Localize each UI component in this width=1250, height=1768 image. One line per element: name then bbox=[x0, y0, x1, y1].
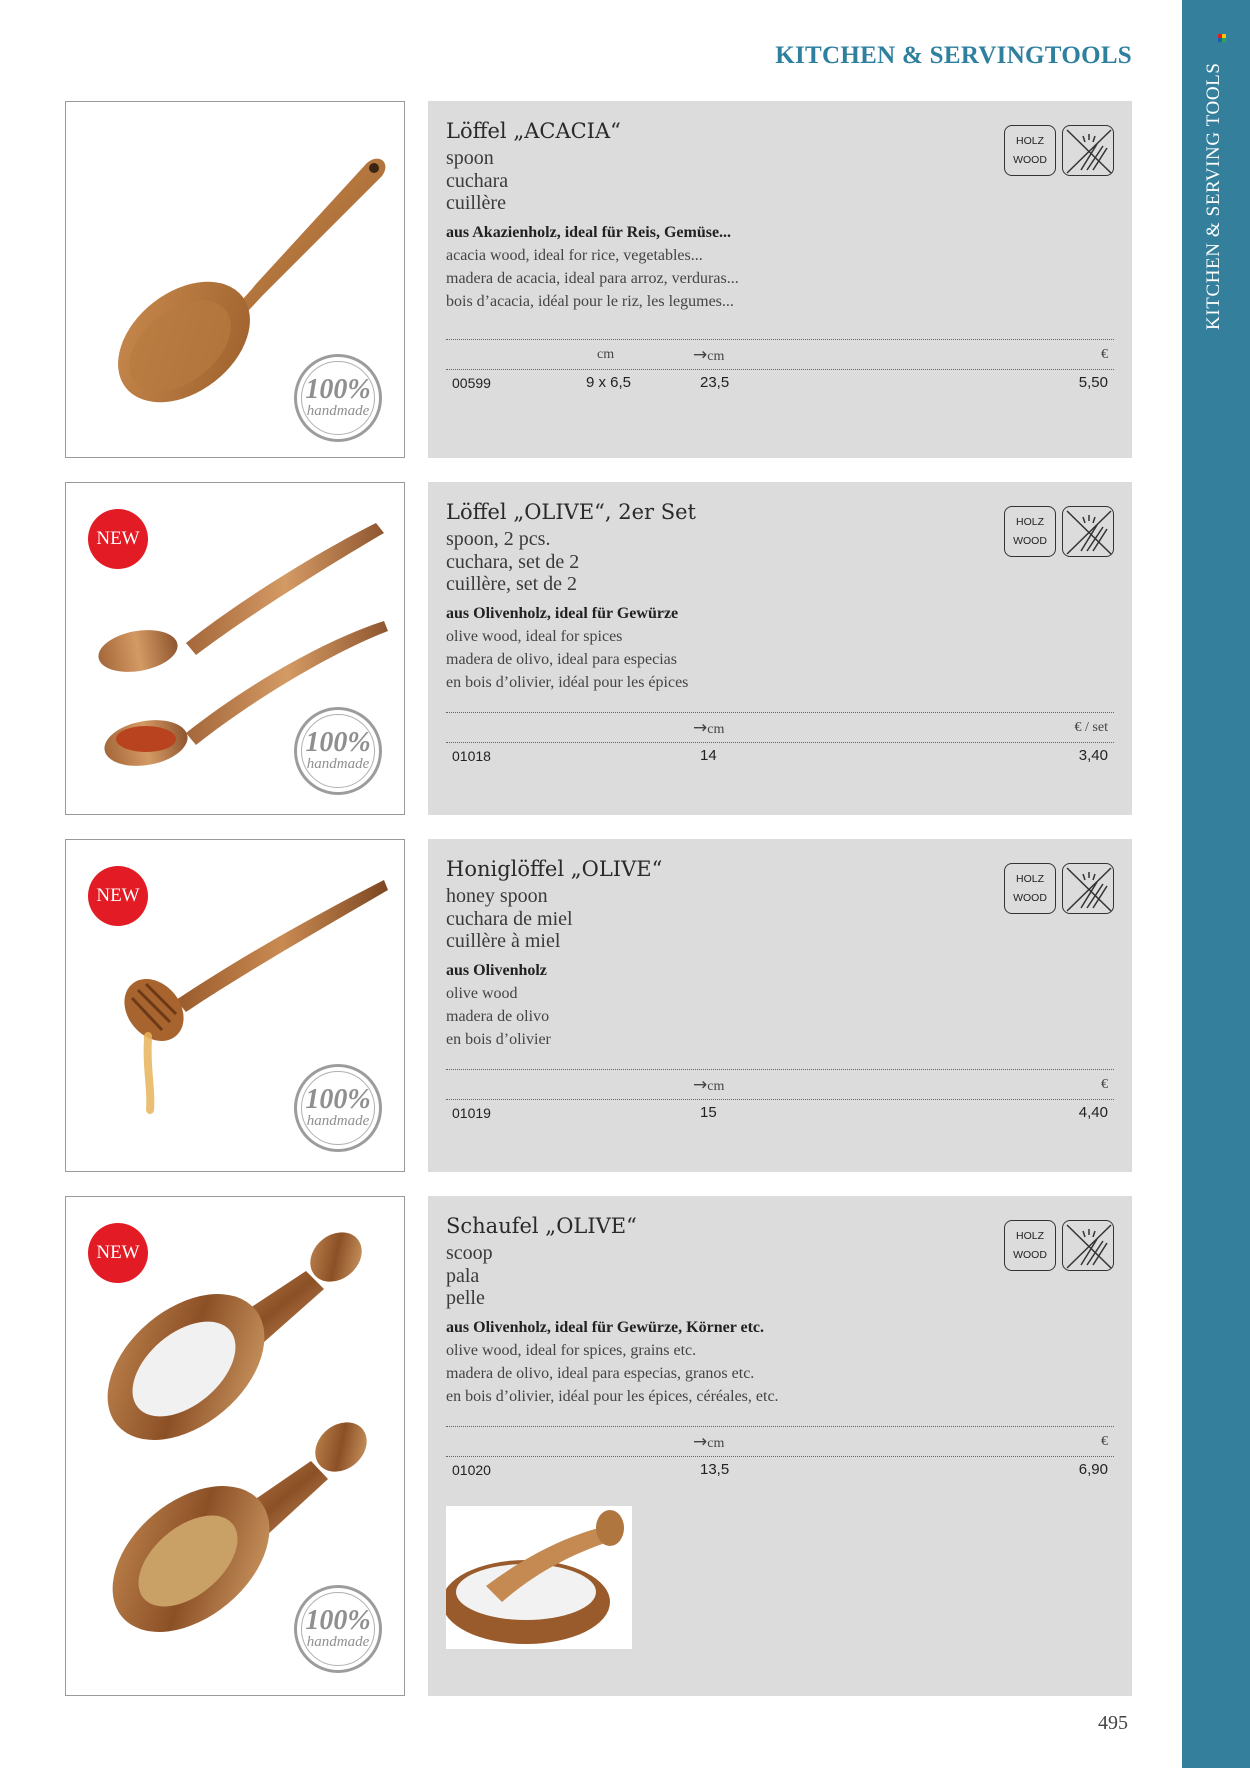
product-translations: spoon, 2 pcs. cuchara, set de 2 cuillère, set de 2 bbox=[446, 528, 580, 595]
length-value: 23,5 bbox=[700, 374, 730, 391]
product-title: Löffel „OLIVE“, 2er Set bbox=[446, 500, 697, 524]
product-description: aus Akazienholz, ideal für Reis, Gemüse... acacia wood, ideal for rice, vegetables... madera de acacia, ideal para arroz, verduras... bois d’acacia, idéal pour le riz, les legumes... bbox=[446, 224, 739, 310]
not-dishwasher-safe-icon bbox=[1062, 506, 1114, 557]
product-image-frame bbox=[65, 482, 405, 815]
article-number: 01018 bbox=[452, 748, 491, 764]
material-icons bbox=[1004, 1220, 1114, 1271]
product-description: aus Olivenholz olive wood madera de olivo en bois d’olivier bbox=[446, 962, 551, 1048]
handmade-stamp: 100% handmade bbox=[294, 354, 382, 442]
price-value: 4,40 bbox=[1078, 1104, 1108, 1121]
article-number: 01020 bbox=[452, 1462, 491, 1478]
product-title: Löffel „ACACIA“ bbox=[446, 119, 621, 143]
handmade-stamp: 100% handmade bbox=[294, 1064, 382, 1152]
material-icons bbox=[1004, 506, 1114, 557]
price-header: € bbox=[1101, 1077, 1108, 1092]
product-description: aus Olivenholz, ideal für Gewürze olive wood, ideal for spices madera de olivo, ideal para especias en bois d’olivier, idéal pour les épices bbox=[446, 605, 689, 691]
new-badge: NEW bbox=[88, 509, 148, 569]
length-header: →cm bbox=[693, 1075, 725, 1095]
price-value: 5,50 bbox=[1078, 374, 1108, 391]
product-table bbox=[446, 710, 1114, 770]
price-header: € / set bbox=[1074, 720, 1108, 735]
wood-material-icon: HOLZ WOOD bbox=[1004, 1220, 1056, 1271]
length-header: →cm bbox=[693, 718, 725, 738]
length-header: →cm bbox=[693, 345, 725, 365]
product-info-panel bbox=[428, 482, 1132, 815]
not-dishwasher-safe-icon bbox=[1062, 1220, 1114, 1271]
product-translations: spoon cuchara cuillère bbox=[446, 147, 509, 214]
wood-material-icon: HOLZ WOOD bbox=[1004, 125, 1056, 176]
size-header: cm bbox=[597, 347, 615, 362]
scoop-in-bowl-photo bbox=[446, 1506, 632, 1649]
side-title: KITCHEN & SERVING TOOLS bbox=[1203, 62, 1224, 330]
material-icons bbox=[1004, 863, 1114, 914]
product-table bbox=[446, 337, 1114, 397]
product-info-panel bbox=[428, 101, 1132, 458]
arrow-right-icon: → bbox=[693, 1432, 708, 1452]
length-value: 13,5 bbox=[700, 1461, 730, 1478]
page-title: KITCHEN & SERVINGTOOLS bbox=[775, 42, 1132, 69]
length-value: 14 bbox=[700, 747, 717, 764]
product-image-frame bbox=[65, 1196, 405, 1696]
material-icons bbox=[1004, 125, 1114, 176]
arrow-right-icon: → bbox=[693, 718, 708, 738]
product-info-panel bbox=[428, 839, 1132, 1172]
wood-material-icon: HOLZ WOOD bbox=[1004, 506, 1056, 557]
length-value: 15 bbox=[700, 1104, 717, 1121]
price-header: € bbox=[1101, 347, 1108, 362]
new-badge: NEW bbox=[88, 866, 148, 926]
product-translations: honey spoon cuchara de miel cuillère à miel bbox=[446, 885, 573, 952]
product-title: Schaufel „OLIVE“ bbox=[446, 1214, 637, 1238]
arrow-right-icon: → bbox=[693, 345, 708, 365]
product-title: Honiglöffel „OLIVE“ bbox=[446, 857, 663, 881]
product-table bbox=[446, 1424, 1114, 1484]
not-dishwasher-safe-icon bbox=[1062, 863, 1114, 914]
product-image-frame bbox=[65, 839, 405, 1172]
handmade-stamp: 100% handmade bbox=[294, 1585, 382, 1673]
price-header: € bbox=[1101, 1434, 1108, 1449]
product-description: aus Olivenholz, ideal für Gewürze, Körner etc. olive wood, ideal for spices, grains etc. madera de olivo, ideal para especias, granos etc. en bois d’olivier, idéal pour les épices, céréales, etc. bbox=[446, 1319, 779, 1405]
product-table bbox=[446, 1067, 1114, 1127]
new-badge: NEW bbox=[88, 1223, 148, 1283]
handmade-stamp: 100% handmade bbox=[294, 707, 382, 795]
not-dishwasher-safe-icon bbox=[1062, 125, 1114, 176]
article-number: 00599 bbox=[452, 375, 491, 391]
arrow-right-icon: → bbox=[693, 1075, 708, 1095]
product-translations: scoop pala pelle bbox=[446, 1242, 493, 1309]
size-value: 9 x 6,5 bbox=[586, 374, 632, 391]
price-value: 3,40 bbox=[1078, 747, 1108, 764]
article-number: 01019 bbox=[452, 1105, 491, 1121]
length-header: →cm bbox=[693, 1432, 725, 1452]
wood-material-icon: HOLZ WOOD bbox=[1004, 863, 1056, 914]
product-image-frame bbox=[65, 101, 405, 458]
page-number: 495 bbox=[1098, 1712, 1128, 1734]
price-value: 6,90 bbox=[1078, 1461, 1108, 1478]
product-info-panel bbox=[428, 1196, 1132, 1696]
color-mark-icon bbox=[1218, 34, 1228, 44]
